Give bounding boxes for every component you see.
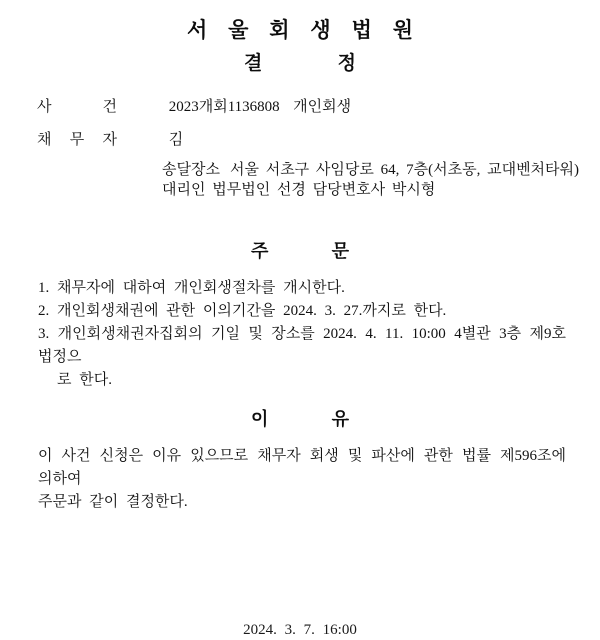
decision-heading: 결 정 bbox=[244, 53, 356, 74]
decision-datetime: 2024. 3. 7. 16:00 bbox=[243, 622, 357, 638]
case-number-value: 2023개회1136808 개인회생 bbox=[168, 99, 352, 115]
order-item-1: 1. 채무자에 대하여 개인회생절차를 개시한다. bbox=[38, 280, 345, 296]
case-info-section bbox=[0, 97, 600, 200]
debtor-value: 김 bbox=[168, 132, 184, 148]
service-address-label: 송달장소 bbox=[162, 162, 220, 178]
debtor-details bbox=[162, 160, 600, 200]
service-address-value: 서울 서초구 사임당로 64, 7층(서초동, 교대벤처타워) bbox=[229, 162, 580, 178]
order-item-3-line-2: 로 한다. bbox=[57, 372, 112, 388]
service-address-line bbox=[162, 160, 600, 180]
attorney-line: 대리인 법무법인 선경 담당변호사 박시형 bbox=[162, 182, 436, 198]
order-items-list bbox=[38, 277, 566, 392]
case-number-row bbox=[0, 97, 600, 117]
order-item-2: 2. 개인회생채권에 관한 이의기간을 2024. 3. 27.까지로 한다. bbox=[38, 303, 447, 319]
debtor-row bbox=[0, 130, 600, 150]
reason-paragraph bbox=[38, 445, 566, 514]
court-decision-document bbox=[0, 18, 600, 638]
debtor-label: 채 무 자 bbox=[37, 132, 117, 148]
reason-line-2: 주문과 같이 결정한다. bbox=[38, 494, 188, 510]
case-number-label: 사 건 bbox=[37, 99, 117, 115]
reason-section-heading: 이 유 bbox=[251, 409, 349, 429]
order-section-heading: 주 문 bbox=[251, 241, 349, 261]
reason-line-1: 이 사건 신청은 이유 있으므로 채무자 회생 및 파산에 관한 법률 제596조에 의하여 bbox=[38, 448, 566, 487]
court-name-title: 서 울 회 생 법 원 bbox=[187, 19, 413, 42]
order-item-3-line-1: 3. 개인회생채권자집회의 기일 및 장소를 2024. 4. 11. 10:00 4별관 3층 제9호 법정으 bbox=[38, 326, 566, 365]
